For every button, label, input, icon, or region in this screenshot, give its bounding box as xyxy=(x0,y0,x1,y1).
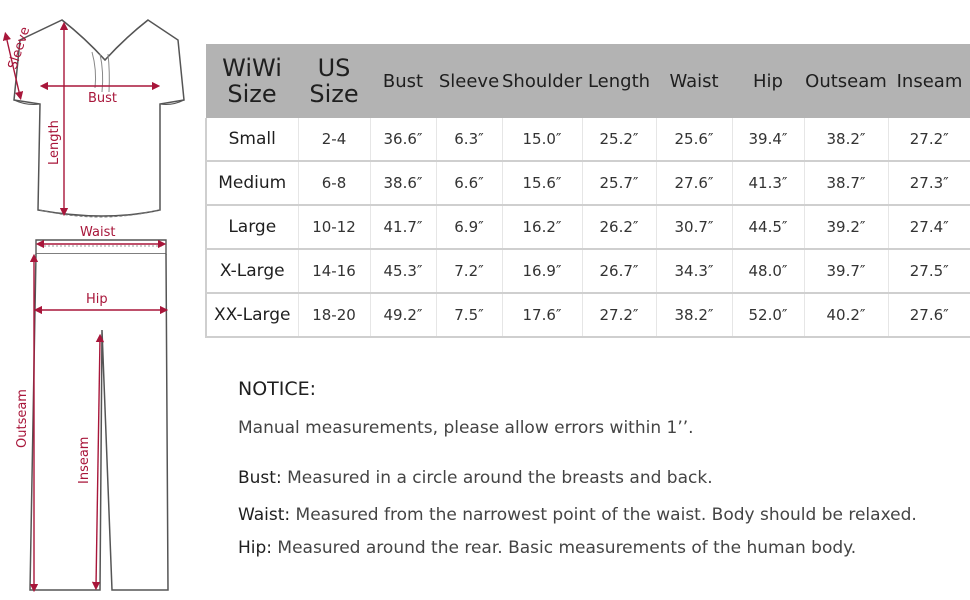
size-name-cell: X-Large xyxy=(206,249,298,293)
table-row xyxy=(206,249,970,293)
table-cell: 49.2″ xyxy=(370,293,436,337)
table-cell: 45.3″ xyxy=(370,249,436,293)
sleeve-label: Sleeve xyxy=(5,25,34,72)
size-name-cell: Medium xyxy=(206,161,298,205)
table-cell: 36.6″ xyxy=(370,118,436,161)
column-header: Sleeve xyxy=(436,44,502,118)
table-cell: 15.6″ xyxy=(502,161,582,205)
hip-description: Measured around the rear. Basic measurements of the human body. xyxy=(272,538,857,558)
column-header: Bust xyxy=(370,44,436,118)
table-cell: 26.2″ xyxy=(582,205,656,249)
table-cell: 44.5″ xyxy=(732,205,804,249)
column-header: Shoulder xyxy=(502,44,582,118)
table-cell: 27.6″ xyxy=(888,293,970,337)
notice-bust xyxy=(238,468,713,488)
table-cell: 16.9″ xyxy=(502,249,582,293)
garment-size-illustration xyxy=(0,0,200,600)
table-cell: 27.6″ xyxy=(656,161,732,205)
table-cell: 7.2″ xyxy=(436,249,502,293)
table-cell: 17.6″ xyxy=(502,293,582,337)
table-body xyxy=(206,118,970,337)
table-cell: 38.7″ xyxy=(804,161,888,205)
column-header xyxy=(206,44,298,118)
table-cell: 15.0″ xyxy=(502,118,582,161)
table-cell: 52.0″ xyxy=(732,293,804,337)
column-header: Outseam xyxy=(804,44,888,118)
column-header-line2: Size xyxy=(309,80,359,108)
table-row xyxy=(206,161,970,205)
top-shirt-drawing xyxy=(14,20,184,217)
table-cell: 27.4″ xyxy=(888,205,970,249)
hip-label: Hip xyxy=(86,292,108,307)
table-cell: 40.2″ xyxy=(804,293,888,337)
waist-description: Measured from the narrowest point of the waist. Body should be relaxed. xyxy=(290,505,917,525)
bust-description: Measured in a circle around the breasts and back. xyxy=(281,468,713,488)
table-cell: 6.9″ xyxy=(436,205,502,249)
size-chart-table xyxy=(205,44,970,338)
notice-manual-measurement: Manual measurements, please allow errors within 1’’. xyxy=(238,418,694,438)
table-row xyxy=(206,293,970,337)
table-header-row xyxy=(206,44,970,118)
table-cell: 25.7″ xyxy=(582,161,656,205)
table-cell: 26.7″ xyxy=(582,249,656,293)
table-cell: 7.5″ xyxy=(436,293,502,337)
notice-section xyxy=(238,378,958,558)
table-cell: 34.3″ xyxy=(656,249,732,293)
table-cell: 16.2″ xyxy=(502,205,582,249)
column-header: Waist xyxy=(656,44,732,118)
table-row xyxy=(206,205,970,249)
notice-title: NOTICE: xyxy=(238,378,317,400)
table-row xyxy=(206,118,970,161)
table-cell: 48.0″ xyxy=(732,249,804,293)
column-header: Inseam xyxy=(888,44,970,118)
column-header-line1: US xyxy=(317,54,351,82)
bust-label: Bust xyxy=(88,91,118,106)
table-cell: 27.3″ xyxy=(888,161,970,205)
column-header xyxy=(298,44,370,118)
table-cell: 38.2″ xyxy=(804,118,888,161)
table-cell: 10-12 xyxy=(298,205,370,249)
table-cell: 39.7″ xyxy=(804,249,888,293)
size-name-cell: Small xyxy=(206,118,298,161)
inseam-label: Inseam xyxy=(77,436,92,484)
table-cell: 39.2″ xyxy=(804,205,888,249)
table-cell: 14-16 xyxy=(298,249,370,293)
table-cell: 30.7″ xyxy=(656,205,732,249)
table-cell: 39.4″ xyxy=(732,118,804,161)
notice-waist xyxy=(238,505,917,525)
table-cell: 41.7″ xyxy=(370,205,436,249)
notice-hip xyxy=(238,538,856,558)
column-header: Hip xyxy=(732,44,804,118)
hip-term: Hip: xyxy=(238,538,273,558)
size-name-cell: Large xyxy=(206,205,298,249)
table-cell: 38.6″ xyxy=(370,161,436,205)
table-cell: 6-8 xyxy=(298,161,370,205)
size-name-cell: XX-Large xyxy=(206,293,298,337)
bust-term: Bust: xyxy=(238,468,282,488)
table-cell: 6.6″ xyxy=(436,161,502,205)
table-cell: 41.3″ xyxy=(732,161,804,205)
table-cell: 27.5″ xyxy=(888,249,970,293)
length-label: Length xyxy=(47,120,62,165)
outseam-label: Outseam xyxy=(15,389,30,448)
waist-label: Waist xyxy=(80,225,116,240)
table-cell: 2-4 xyxy=(298,118,370,161)
column-header-line2: Size xyxy=(227,80,277,108)
column-header: Length xyxy=(582,44,656,118)
table-cell: 25.6″ xyxy=(656,118,732,161)
waist-term: Waist: xyxy=(238,505,291,525)
table-cell: 27.2″ xyxy=(582,293,656,337)
table-cell: 18-20 xyxy=(298,293,370,337)
table-cell: 6.3″ xyxy=(436,118,502,161)
table-cell: 27.2″ xyxy=(888,118,970,161)
table-cell: 38.2″ xyxy=(656,293,732,337)
table-cell: 25.2″ xyxy=(582,118,656,161)
column-header-line1: WiWi xyxy=(222,54,282,82)
